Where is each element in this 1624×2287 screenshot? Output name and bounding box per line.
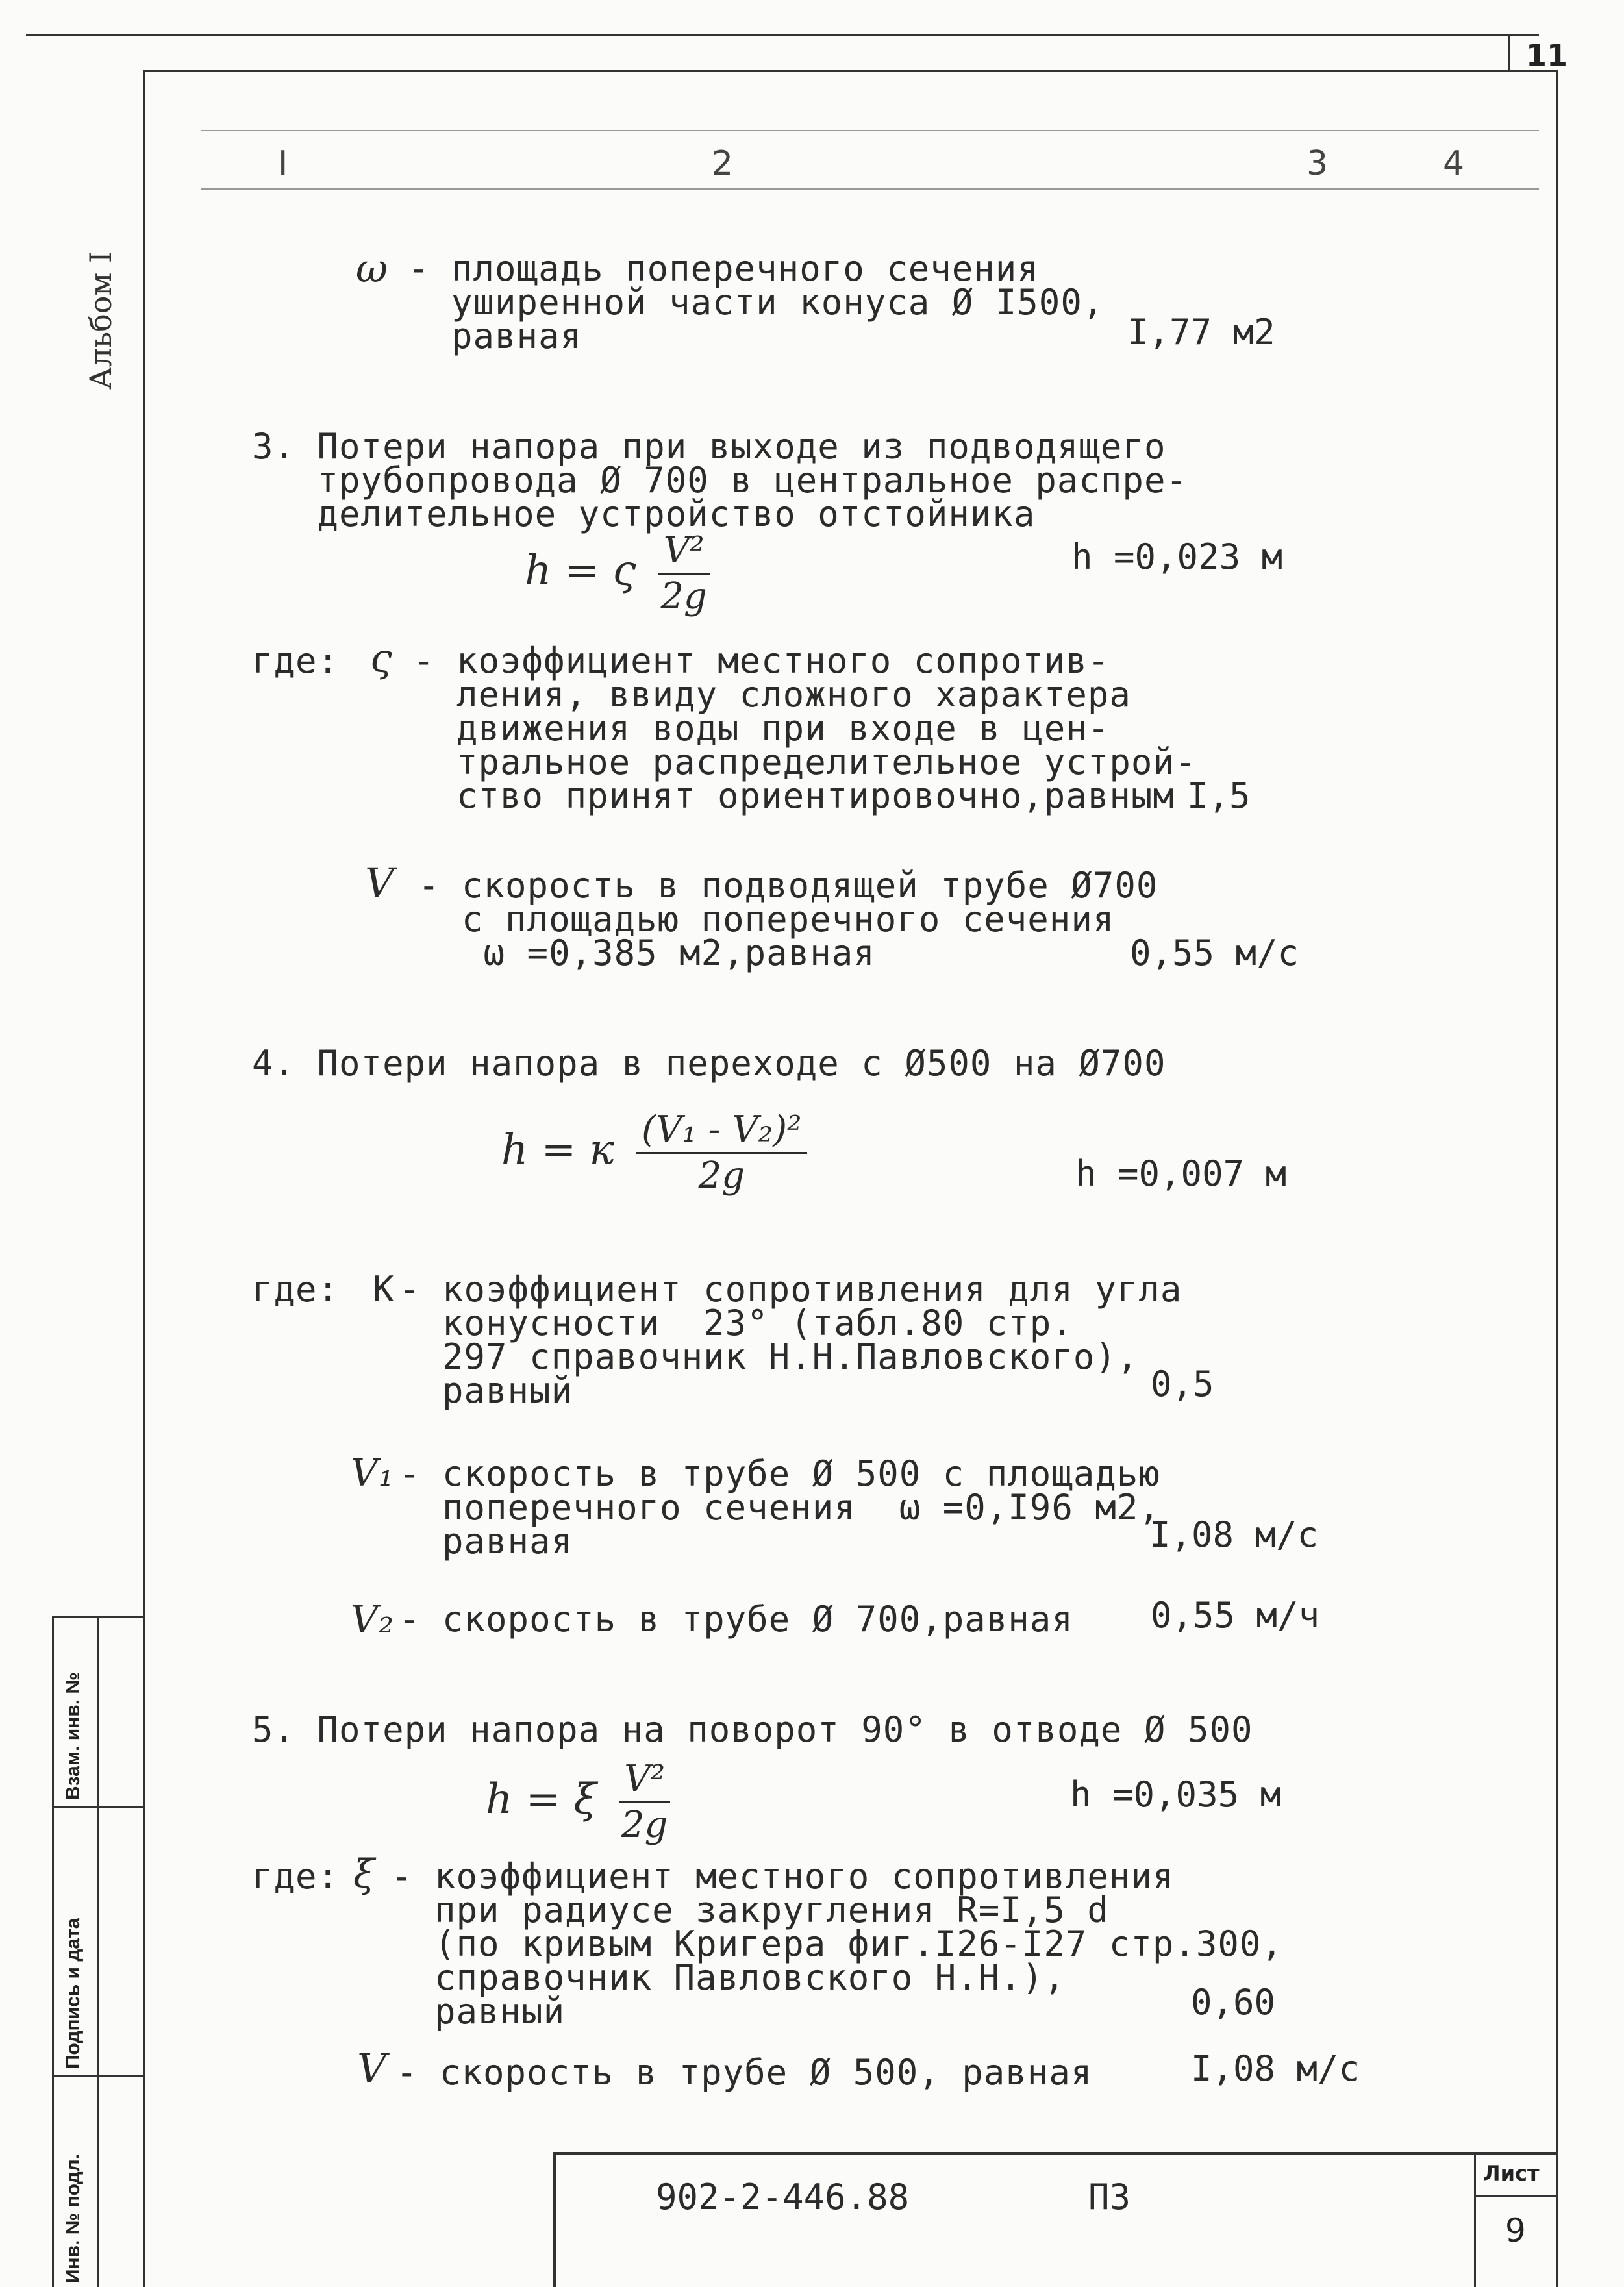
corner-box-left [1508, 36, 1510, 71]
sheet-number: 9 [1505, 2212, 1526, 2249]
title-block-top-border [553, 2152, 1558, 2155]
v500-value: I,08 м/с [1191, 2048, 1360, 2089]
stamp-divider-1 [52, 1806, 144, 1808]
v500-symbol: V [357, 2045, 387, 2092]
stamp-label-original-inventory: Инв. № подл. [62, 2153, 84, 2283]
zeta-line-4: тральное распределительное устрой- [413, 742, 1197, 782]
zeta-line-3: движения воды при входе в цен- [413, 708, 1110, 749]
xi-prefix: где: [252, 1856, 340, 1897]
v700-value: 0,55 м/с [1130, 932, 1299, 973]
omega-symbol: ω [356, 246, 388, 292]
section-3-line-3: делительное устройство отстойника [252, 494, 1036, 534]
formula-3-denominator: 2g [660, 575, 707, 618]
formula-3 [525, 531, 710, 616]
stamp-label-replacement-inventory: Взам. инв. № [62, 1672, 84, 1800]
stamp-divider-2 [52, 2075, 144, 2077]
k-symbol: К [373, 1269, 395, 1310]
v1-line-2: поперечного сечения ω =0,I96 м2, [399, 1487, 1160, 1528]
sheet-label: Лист [1483, 2161, 1540, 2186]
formula-3-fraction [658, 531, 710, 616]
section-3-line-1: 3. Потери напора при выходе из подводящего [252, 426, 1166, 467]
zeta-symbol: ς [370, 636, 393, 681]
omega-line-1: - площадь поперечного сечения [408, 248, 1039, 289]
formula-5-denominator: 2g [621, 1804, 668, 1846]
k-line-4: равный [399, 1370, 573, 1411]
k-value: 0,5 [1151, 1364, 1214, 1405]
right-frame-line [1556, 70, 1558, 2287]
formula-3-numerator: V² [658, 531, 710, 575]
zeta-prefix: где: [252, 640, 340, 681]
k-line-3: 297 справочник Н.Н.Павловского), [399, 1336, 1139, 1377]
frame-top-line [143, 70, 1558, 72]
formula-3-result: h =0,023 м [1071, 536, 1283, 577]
v500-line-1: - скорость в трубе Ø 500, равная [396, 2052, 1093, 2093]
sheet-box-divider [1474, 2195, 1558, 2197]
v700-symbol: V [365, 859, 395, 906]
omega-value: I,77 м2 [1127, 312, 1275, 353]
section-code: ПЗ [1088, 2177, 1131, 2218]
v2-line-1: - скорость в трубе Ø 700,равная [399, 1599, 1073, 1640]
xi-line-3: (по кривым Кригера фиг.I26-I27 стр.300, [391, 1923, 1283, 1964]
section-4-line-1: 4. Потери напора в переходе с Ø500 на Ø700 [252, 1043, 1166, 1084]
column-2-number: 2 [712, 144, 734, 183]
formula-3-lhs: h = ς [525, 547, 636, 595]
section-3-line-2: трубопровода Ø 700 в центральное распре- [252, 460, 1188, 501]
column-4-number: 4 [1443, 144, 1465, 183]
formula-4 [501, 1110, 807, 1195]
left-frame-line [143, 70, 145, 2287]
v700-line-3: ω =0,385 м2,равная [418, 932, 875, 973]
k-prefix: где: [252, 1269, 340, 1310]
zeta-line-2: ления, ввиду сложного характера [413, 674, 1131, 715]
stamp-label-signature-date: Подпись и дата [62, 1918, 84, 2069]
omega-line-3: равная [408, 316, 582, 356]
v700-line-2: с площадью поперечного сечения [418, 899, 1115, 940]
v700-line-1: - скорость в подводящей трубе Ø700 [418, 865, 1158, 906]
document-code: 902-2-446.88 [656, 2177, 910, 2218]
xi-line-4: справочник Павловского Н.Н.), [391, 1957, 1066, 1998]
title-block-left-border [553, 2152, 556, 2287]
k-line-1: - коэффициент сопротивления для угла [399, 1269, 1182, 1310]
formula-5-result: h =0,035 м [1070, 1774, 1282, 1815]
column-3-number: 3 [1306, 144, 1329, 183]
formula-4-lhs: h = к [501, 1126, 614, 1174]
top-border [26, 34, 1539, 36]
v2-symbol: V₂ [351, 1597, 395, 1642]
formula-5-fraction [619, 1760, 670, 1845]
stamp-strip-top [52, 1616, 144, 1618]
formula-4-result: h =0,007 м [1075, 1153, 1287, 1194]
header-top-rule [201, 130, 1539, 131]
xi-line-5: равный [391, 1991, 566, 2032]
section-5-line-1: 5. Потери напора на поворот 90° в отводе Ø 500 [252, 1709, 1253, 1750]
stamp-strip-outer [52, 1616, 54, 2287]
xi-line-1: - коэффициент местного сопротивления [391, 1856, 1175, 1897]
xi-symbol: ξ [353, 1851, 376, 1897]
formula-5-numerator: V² [619, 1760, 670, 1803]
xi-value: 0,60 [1191, 1982, 1276, 2023]
formula-5 [486, 1760, 670, 1845]
header-bottom-rule [201, 188, 1539, 190]
zeta-line-1: - коэффициент местного сопротив- [413, 640, 1110, 681]
stamp-strip-inner [97, 1616, 99, 2287]
corner-number: 11 [1526, 38, 1568, 73]
formula-5-lhs: h = ξ [486, 1775, 597, 1823]
v1-line-1: - скорость в трубе Ø 500 с площадью [399, 1453, 1160, 1494]
formula-4-fraction [636, 1110, 806, 1195]
sheet-box-left [1474, 2152, 1476, 2287]
v1-line-3: равная [399, 1521, 573, 1562]
column-1-number: I [278, 144, 288, 183]
v1-symbol: V₁ [351, 1451, 395, 1495]
xi-line-2: при радиусе закругления R=I,5 d [391, 1890, 1109, 1931]
v2-value: 0,55 м/ч [1151, 1595, 1320, 1636]
formula-4-denominator: 2g [698, 1155, 745, 1197]
zeta-line-5: ство принят ориентировочно,равным [413, 775, 1175, 816]
v1-value: I,08 м/с [1149, 1514, 1319, 1555]
zeta-value: I,5 [1187, 775, 1251, 816]
formula-4-numerator: (V₁ - V₂)² [636, 1110, 806, 1154]
omega-line-2: уширенной части конуса Ø I500, [408, 282, 1105, 323]
album-label: Альбом I [83, 251, 118, 390]
k-line-2: конусности 23° (табл.80 стр. [399, 1303, 1073, 1343]
